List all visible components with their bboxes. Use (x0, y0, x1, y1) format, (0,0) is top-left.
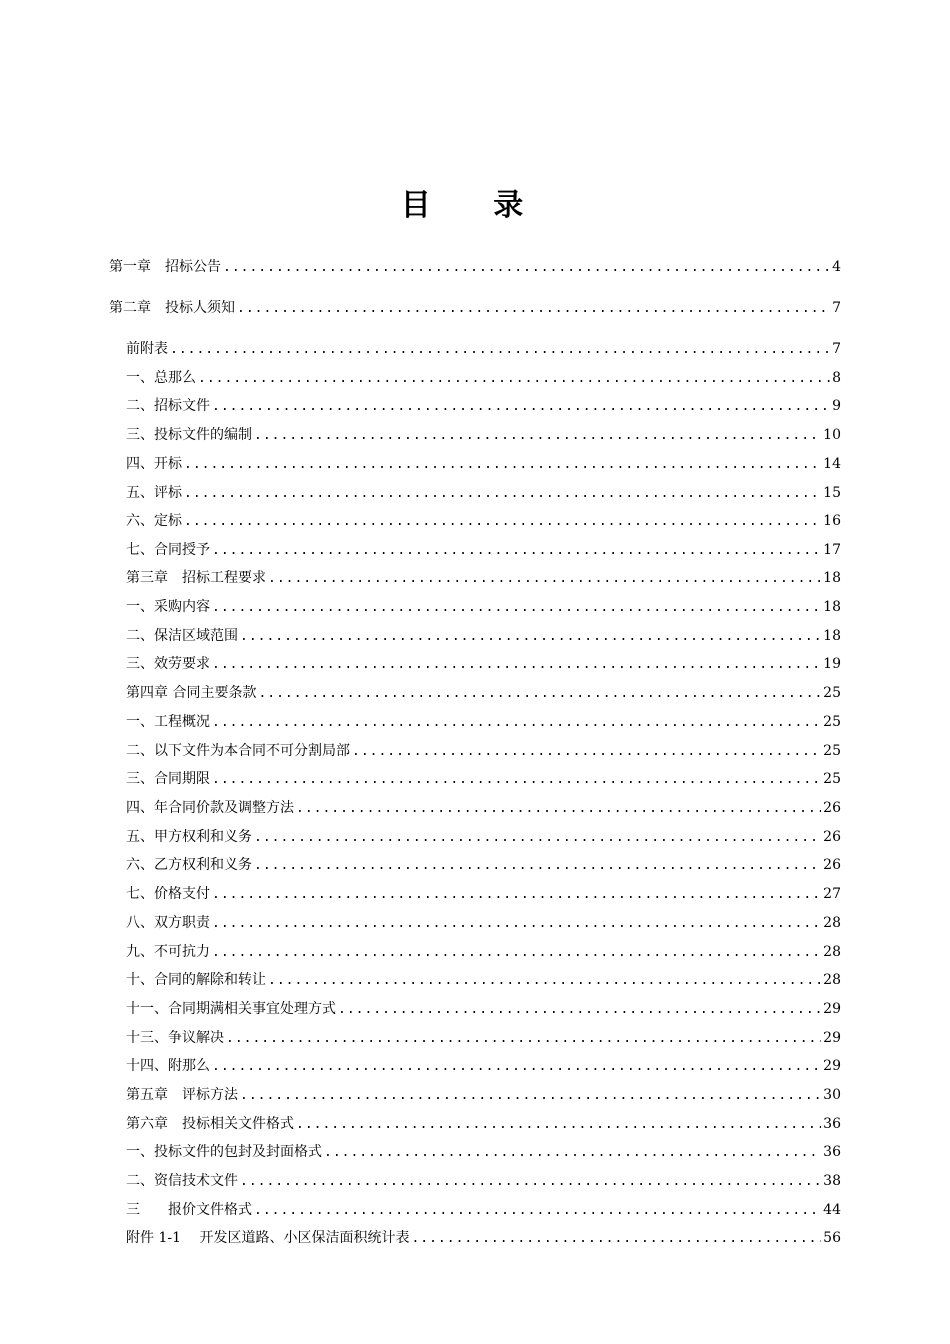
toc-entry-label: 八、双方职责 (126, 915, 210, 931)
toc-leader-dots (170, 340, 830, 360)
toc-entry-label: 前附表 (126, 341, 168, 357)
toc-entry-page: 29 (823, 1001, 841, 1017)
toc-leader-dots (212, 541, 821, 561)
toc-entry[interactable] (126, 1028, 841, 1049)
toc-entry-page: 7 (832, 300, 841, 316)
toc-leader-dots (240, 1086, 821, 1106)
toc-entry-label: 十、合同的解除和转让 (126, 972, 266, 988)
toc-entry-page: 44 (823, 1202, 841, 1218)
toc-leader-dots (184, 484, 821, 504)
toc-entry-label: 一、工程概况 (126, 714, 210, 730)
toc-entry-label: 一、投标文件的包封及封面格式 (126, 1144, 322, 1160)
toc-leader-dots (240, 1172, 821, 1192)
toc-entry-page: 29 (823, 1030, 841, 1046)
toc-entry[interactable] (126, 827, 841, 848)
toc-entry-page: 15 (823, 485, 841, 501)
toc-entry-label: 五、甲方权利和义务 (126, 829, 252, 845)
toc-entry[interactable] (126, 970, 841, 991)
toc-entry-label: 十四、附那么 (126, 1058, 210, 1074)
page-title: 目 录 (400, 188, 550, 223)
toc-entry-page: 36 (823, 1116, 841, 1132)
toc-entry[interactable] (126, 913, 841, 934)
toc-leader-dots (212, 914, 821, 934)
toc-entry[interactable] (126, 712, 841, 733)
toc-entry-page: 4 (832, 259, 841, 275)
toc-entry-page: 16 (823, 513, 841, 529)
toc-entry-page: 18 (823, 628, 841, 644)
toc-entry-page: 25 (823, 685, 841, 701)
toc-entry[interactable] (126, 741, 841, 762)
toc-entry[interactable] (126, 396, 841, 417)
toc-leader-dots (324, 1143, 821, 1163)
toc-entry[interactable] (126, 540, 841, 561)
toc-entry-label: 第六章 投标相关文件格式 (126, 1116, 294, 1132)
toc-entry[interactable] (126, 597, 841, 618)
toc-entry[interactable] (126, 683, 841, 704)
toc-leader-dots (212, 397, 830, 417)
toc-leader-dots (237, 299, 830, 319)
toc-entry[interactable] (126, 1228, 841, 1249)
toc-leader-dots (240, 627, 821, 647)
toc-entry-label: 六、定标 (126, 513, 182, 529)
toc-entry-page: 25 (823, 714, 841, 730)
toc-entry[interactable] (126, 368, 841, 389)
toc-entry-page: 38 (823, 1173, 841, 1189)
toc-entry-label: 二、保洁区域范围 (126, 628, 238, 644)
toc-entry[interactable] (126, 769, 841, 790)
toc-entry-page: 9 (832, 398, 841, 414)
toc-leader-dots (254, 828, 821, 848)
toc-leader-dots (212, 598, 821, 618)
toc-leader-dots (254, 856, 821, 876)
toc-entry-page: 10 (823, 427, 841, 443)
toc-entry-label: 二、资信技术文件 (126, 1173, 238, 1189)
toc-entry-page: 25 (823, 743, 841, 759)
toc-entry[interactable] (126, 339, 841, 360)
toc-entry-label: 一、总那么 (126, 370, 196, 386)
toc-leader-dots (223, 258, 830, 278)
toc-entry[interactable] (126, 654, 841, 675)
toc-leader-dots (226, 1029, 821, 1049)
toc-entry[interactable] (126, 999, 841, 1020)
toc-entry-label: 三 报价文件格式 (126, 1202, 252, 1218)
toc-entry[interactable] (126, 798, 841, 819)
toc-leader-dots (198, 369, 830, 389)
toc-entry[interactable] (126, 626, 841, 647)
toc-entry[interactable] (126, 425, 841, 446)
toc-entry-label: 三、合同期限 (126, 771, 210, 787)
toc-entry-label: 九、不可抗力 (126, 944, 210, 960)
toc-leader-dots (212, 770, 821, 790)
toc-entry-page: 17 (823, 542, 841, 558)
toc-entry-label: 四、年合同价款及调整方法 (126, 800, 294, 816)
toc-entry[interactable] (126, 1056, 841, 1077)
toc-leader-dots (296, 799, 821, 819)
toc-leader-dots (411, 1229, 821, 1249)
toc-entry-label: 第一章 招标公告 (109, 259, 221, 275)
toc-entry-page: 26 (823, 829, 841, 845)
toc-entry[interactable] (109, 257, 841, 278)
toc-entry[interactable] (126, 1171, 841, 1192)
toc-leader-dots (338, 1000, 821, 1020)
toc-leader-dots (212, 943, 821, 963)
toc-entry-label: 六、乙方权利和义务 (126, 857, 252, 873)
toc-leader-dots (254, 1201, 821, 1221)
toc-entry-label: 第二章 投标人须知 (109, 300, 235, 316)
toc-leader-dots (268, 569, 821, 589)
toc-entry-label: 第五章 评标方法 (126, 1087, 238, 1103)
toc-entry[interactable] (126, 942, 841, 963)
toc-entry-page: 27 (823, 886, 841, 902)
toc-entry[interactable] (126, 568, 841, 589)
toc-entry-label: 附件 1-1 开发区道路、小区保洁面积统计表 (126, 1230, 410, 1246)
toc-entry[interactable] (126, 1114, 841, 1135)
toc-entry-label: 三、效劳要求 (126, 656, 210, 672)
toc-leader-dots (212, 885, 821, 905)
toc-entry-page: 29 (823, 1058, 841, 1074)
toc-entry[interactable] (126, 1142, 841, 1163)
toc-entry-page: 26 (823, 800, 841, 816)
toc-leader-dots (184, 455, 821, 475)
toc-leader-dots (212, 1057, 821, 1077)
toc-entry[interactable] (126, 884, 841, 905)
toc-entry-page: 25 (823, 771, 841, 787)
toc-entry-label: 二、以下文件为本合同不可分割局部 (126, 743, 350, 759)
toc-entry[interactable] (126, 454, 841, 475)
toc-entry-label: 十一、合同期满相关事宜处理方式 (126, 1001, 336, 1017)
toc-entry-page: 18 (823, 570, 841, 586)
toc-entry-page: 56 (823, 1230, 841, 1246)
toc-entry[interactable] (126, 483, 841, 504)
toc-entry-page: 28 (823, 972, 841, 988)
toc-entry-page: 28 (823, 915, 841, 931)
toc-leader-dots (184, 512, 821, 532)
toc-entry-label: 十三、争议解决 (126, 1030, 224, 1046)
toc-leader-dots (352, 742, 821, 762)
toc-entry-label: 五、评标 (126, 485, 182, 501)
toc-entry[interactable] (126, 855, 841, 876)
toc-entry-label: 七、合同授予 (126, 542, 210, 558)
toc-entry[interactable] (126, 1200, 841, 1221)
toc-entry-page: 8 (832, 370, 841, 386)
toc-entry[interactable] (109, 298, 841, 319)
toc-leader-dots (258, 684, 821, 704)
toc-leader-dots (254, 426, 821, 446)
toc-entry-label: 第三章 招标工程要求 (126, 570, 266, 586)
toc-entry-page: 19 (823, 656, 841, 672)
toc-entry-label: 第四章 合同主要条款 (126, 685, 257, 701)
toc-entry-page: 18 (823, 599, 841, 615)
toc-leader-dots (212, 655, 821, 675)
toc-entry-page: 28 (823, 944, 841, 960)
toc-entry-label: 二、招标文件 (126, 398, 210, 414)
toc-leader-dots (268, 971, 821, 991)
toc-leader-dots (296, 1115, 821, 1135)
toc-entry-page: 26 (823, 857, 841, 873)
toc-entry[interactable] (126, 511, 841, 532)
toc-entry-page: 7 (832, 341, 841, 357)
toc-entry-label: 三、投标文件的编制 (126, 427, 252, 443)
toc-entry-label: 四、开标 (126, 456, 182, 472)
toc-entry-page: 36 (823, 1144, 841, 1160)
toc-entry-label: 一、采购内容 (126, 599, 210, 615)
toc-entry[interactable] (126, 1085, 841, 1106)
toc-entry-page: 30 (823, 1087, 841, 1103)
toc-entry-label: 七、价格支付 (126, 886, 210, 902)
toc-leader-dots (212, 713, 821, 733)
toc-entry-page: 14 (823, 456, 841, 472)
